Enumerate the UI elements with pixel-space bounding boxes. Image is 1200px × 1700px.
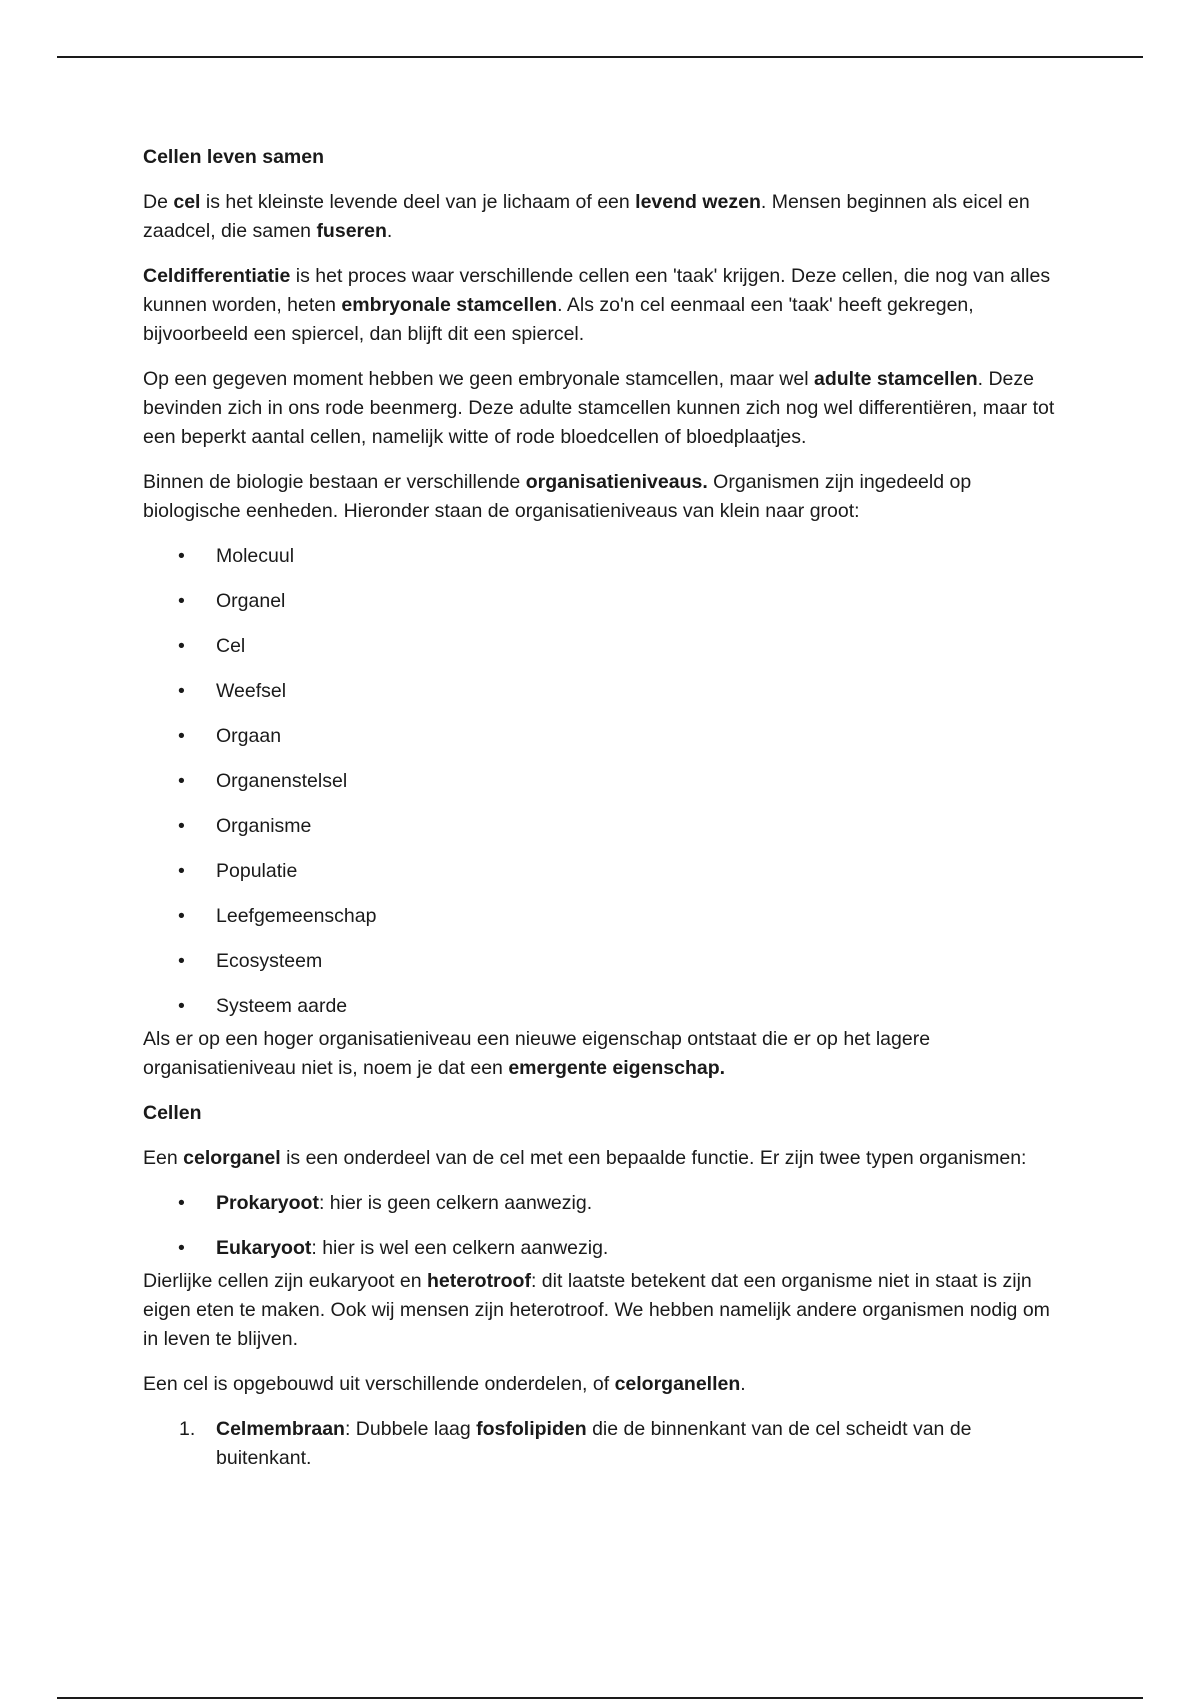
organelles-list bbox=[143, 1415, 1063, 1473]
bold-term: fuseren bbox=[316, 220, 387, 242]
footer-rule bbox=[57, 1697, 1143, 1699]
paragraph-adulte-stamcellen bbox=[143, 365, 1063, 452]
text-span: : hier is geen celkern aanwezig. bbox=[318, 1192, 593, 1214]
list-item: • Molecuul bbox=[143, 542, 1063, 571]
document-body bbox=[143, 143, 1063, 1489]
list-item: • Orgaan bbox=[143, 722, 1063, 751]
text-span: : dit laatste betekent dat een organisme niet in staat is zijn eigen eten te maken. Ook wij mensen zijn heterotroof. We hebben namelijk andere organismen nodig om in leven te blijven. bbox=[143, 1270, 1050, 1350]
bold-term: embryonale stamcellen bbox=[341, 294, 558, 316]
text-span: : Dubbele laag bbox=[344, 1418, 477, 1440]
header-rule bbox=[57, 56, 1143, 58]
bold-term: celorganel bbox=[183, 1147, 281, 1169]
list-number: 1. bbox=[179, 1418, 196, 1440]
section-heading-cellen: Cellen bbox=[143, 1102, 202, 1124]
text-span: . Deze bevinden zich in ons rode beenmerg. Deze adulte stamcellen kunnen zich nog wel differentiëren, maar tot een beperkt aantal cellen, namelijk witte of rode bloedcellen of bloedplaatjes. bbox=[143, 368, 1055, 448]
paragraph-heterotroof bbox=[143, 1267, 1063, 1354]
list-item: • Systeem aarde bbox=[143, 992, 1063, 1021]
list-item: • Organisme bbox=[143, 812, 1063, 841]
paragraph-celdifferentiatie bbox=[143, 262, 1063, 349]
bold-term: fosfolipiden bbox=[476, 1418, 587, 1440]
list-item: • Weefsel bbox=[143, 677, 1063, 706]
bold-term: emergente eigenschap. bbox=[508, 1057, 726, 1079]
list-item: • Populatie bbox=[143, 857, 1063, 886]
text-span: die de binnenkant van de cel scheidt van de buitenkant. bbox=[216, 1418, 972, 1469]
list-item: • Organel bbox=[143, 587, 1063, 616]
text-span: De bbox=[143, 191, 174, 213]
text-span: : hier is wel een celkern aanwezig. bbox=[311, 1237, 609, 1259]
bold-term: celorganellen bbox=[614, 1373, 741, 1395]
paragraph-celorganel bbox=[143, 1144, 1063, 1173]
list-item bbox=[143, 1234, 1063, 1263]
organisation-levels-list bbox=[143, 542, 1063, 1021]
bold-term: cel bbox=[173, 191, 201, 213]
text-span: . bbox=[740, 1373, 746, 1395]
text-span: is een onderdeel van de cel met een bepaalde functie. Er zijn twee typen organismen: bbox=[280, 1147, 1027, 1169]
paragraph-organisatieniveaus bbox=[143, 468, 1063, 526]
bold-term: Eukaryoot bbox=[216, 1237, 312, 1259]
paragraph-cel-definitie bbox=[143, 188, 1063, 246]
bold-term: organisatieniveaus. bbox=[525, 471, 708, 493]
list-item: • Ecosysteem bbox=[143, 947, 1063, 976]
paragraph-celorganellen bbox=[143, 1370, 1063, 1399]
text-span: . Mensen beginnen als eicel en zaadcel, die samen bbox=[143, 191, 1030, 242]
text-span: . bbox=[386, 220, 393, 242]
bold-term: Celdifferentiatie bbox=[143, 265, 291, 287]
bold-term: adulte stamcellen bbox=[813, 368, 978, 390]
text-span: is het proces waar verschillende cellen een 'taak' krijgen. Deze cellen, die nog van alles kunnen worden, heten bbox=[143, 265, 1051, 316]
list-item: • Leefgemeenschap bbox=[143, 902, 1063, 931]
list-item: • Cel bbox=[143, 632, 1063, 661]
bold-term: Celmembraan bbox=[216, 1418, 345, 1440]
bold-term: heterotroof bbox=[426, 1270, 531, 1292]
text-span: Een bbox=[143, 1147, 184, 1169]
text-span: Binnen de biologie bestaan er verschillende bbox=[143, 471, 526, 493]
section-heading-cellen-leven-samen: Cellen leven samen bbox=[143, 146, 325, 168]
list-item bbox=[143, 1189, 1063, 1218]
organism-types-list bbox=[143, 1189, 1063, 1263]
text-span: is het kleinste levende deel van je lichaam of een bbox=[200, 191, 636, 213]
text-span: Dierlijke cellen zijn eukaryoot en bbox=[143, 1270, 427, 1292]
text-span: Een cel is opgebouwd uit verschillende onderdelen, of bbox=[143, 1373, 615, 1395]
text-span: . Als zo'n cel eenmaal een 'taak' heeft gekregen, bijvoorbeeld een spiercel, dan blijft dit een spiercel. bbox=[143, 294, 974, 345]
list-item bbox=[143, 1415, 1063, 1473]
bold-term: Prokaryoot bbox=[216, 1192, 319, 1214]
paragraph-emergente-eigenschap bbox=[143, 1025, 1063, 1083]
list-item: • Organenstelsel bbox=[143, 767, 1063, 796]
text-span: Als er op een hoger organisatieniveau een nieuwe eigenschap ontstaat die er op het lagere organisatieniveau niet is, noem je dat een bbox=[143, 1028, 931, 1079]
bold-term: levend wezen bbox=[635, 191, 761, 213]
text-span: Organismen zijn ingedeeld op biologische eenheden. Hieronder staan de organisatieniveaus van klein naar groot: bbox=[143, 471, 972, 522]
text-span: Op een gegeven moment hebben we geen embryonale stamcellen, maar wel bbox=[143, 368, 814, 390]
